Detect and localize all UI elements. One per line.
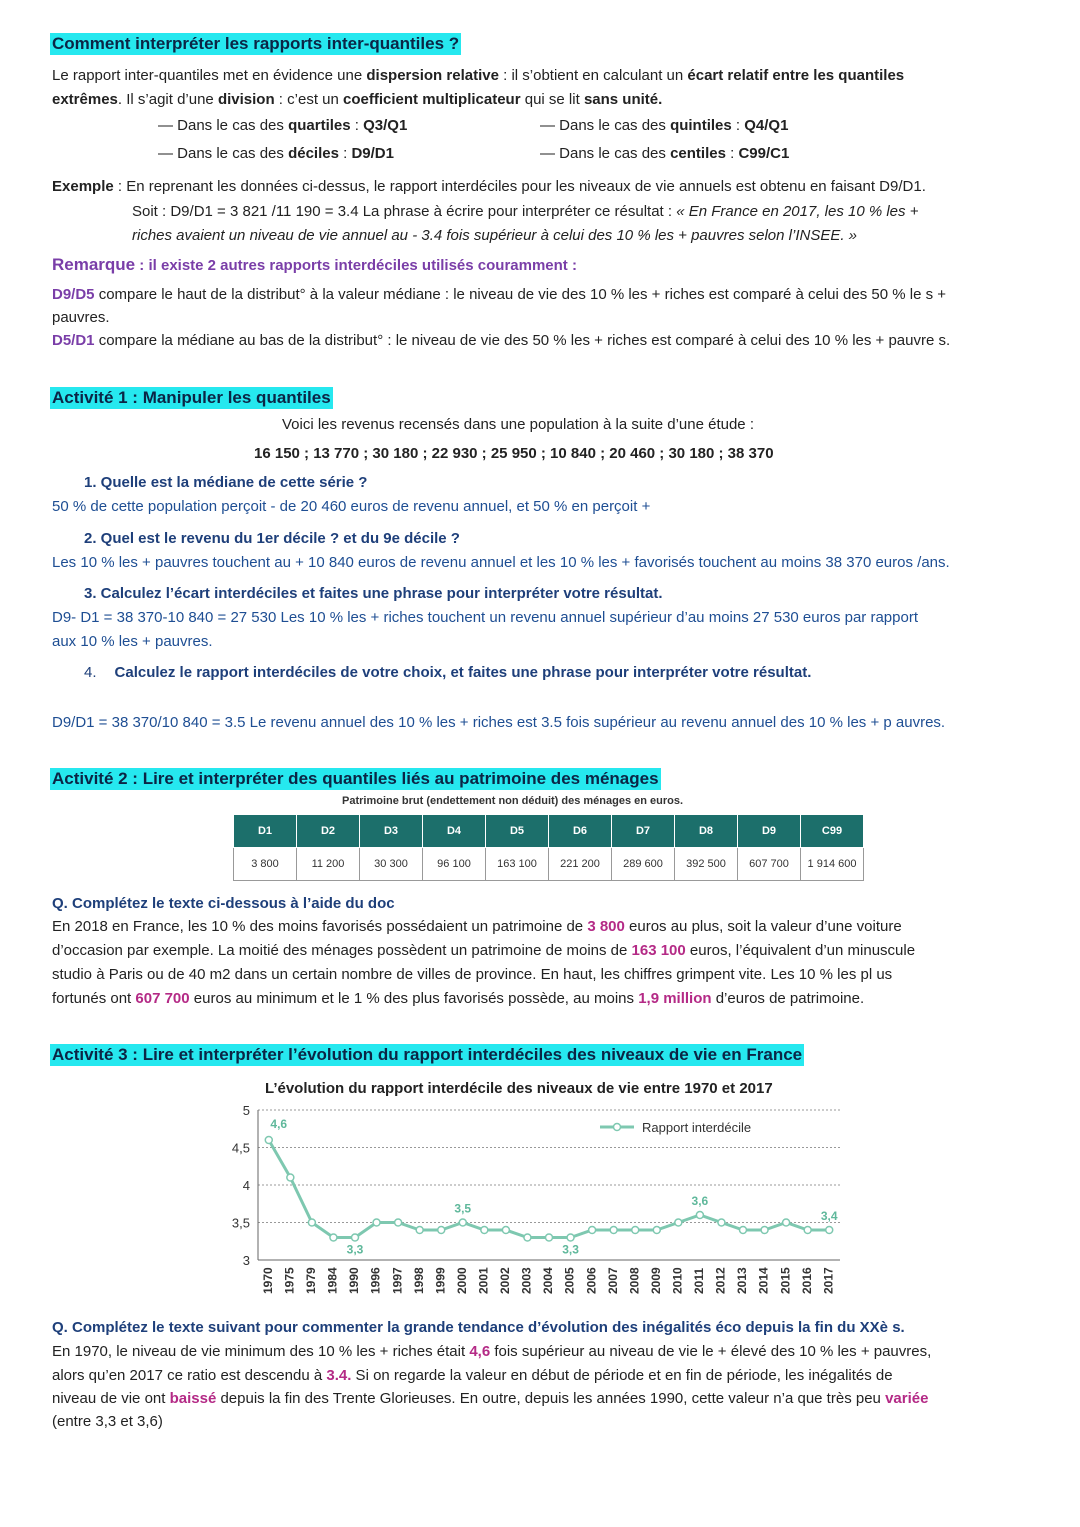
activity3-text-line: alors qu’en 2017 ce ratio est descendu à 3.4. Si on regarde la valeur en début de période et en fin de période, les inégalités de [52, 1367, 893, 1384]
x-tick-label: 1990 [347, 1267, 362, 1294]
x-tick-label: 2013 [735, 1267, 750, 1294]
table-cell: 3 800 [234, 848, 297, 881]
remark-d5d1: D5/D1 compare la médiane au bas de la distribut° : le niveau de vie des 50 % les + riches est comparé à celui des 10 % les + pauvre s. [52, 332, 951, 349]
interdecile-line-chart [210, 1098, 850, 1308]
activity3-question: Q. Complétez le texte suivant pour commenter la grande tendance d’évolution des inégalités éco depuis la fin du XXè s. [52, 1319, 905, 1336]
case-centiles: — Dans le cas des centiles : C99/C1 [540, 145, 790, 162]
data-point [783, 1219, 790, 1226]
case-quintiles: — Dans le cas des quintiles : Q4/Q1 [540, 117, 789, 134]
data-point [481, 1227, 488, 1234]
x-tick-label: 2014 [756, 1267, 771, 1294]
data-point [287, 1174, 294, 1181]
data-point [416, 1227, 423, 1234]
data-point [265, 1137, 272, 1144]
table-cell: 30 300 [360, 848, 423, 881]
activity1-intro: Voici les revenus recensés dans une population à la suite d’une étude : [282, 416, 754, 433]
data-point [804, 1227, 811, 1234]
x-tick-label: 2015 [778, 1267, 793, 1294]
activity2-question: Q. Complétez le texte ci-dessous à l’aide du doc [52, 895, 395, 912]
x-tick-label: 2016 [799, 1267, 814, 1294]
data-point [567, 1234, 574, 1241]
table-header-d5: D5 [486, 815, 549, 848]
data-label: 3,3 [346, 1242, 364, 1257]
x-tick-label: 1970 [260, 1267, 275, 1294]
y-tick-label: 4,5 [231, 1140, 250, 1156]
data-point [610, 1227, 617, 1234]
data-point [352, 1234, 359, 1241]
data-point [632, 1227, 639, 1234]
x-tick-label: 1984 [325, 1267, 340, 1294]
data-point [524, 1234, 531, 1241]
question-3: 3. Calculez l’écart interdéciles et faites une phrase pour interpréter votre résultat. [84, 585, 663, 602]
data-label: 3,6 [691, 1194, 709, 1208]
table-header-d9: D9 [738, 815, 801, 848]
answer-2: Les 10 % les + pauvres touchent au + 10 840 euros de revenu annuel et les 10 % les + favorisés touchent au moins 38 370 euros /ans. [52, 554, 950, 571]
y-tick-label: 3 [242, 1253, 250, 1268]
x-tick-label: 2000 [454, 1267, 469, 1294]
answer-3: D9- D1 = 38 370-10 840 = 27 530 Les 10 % les + riches touchent un revenu annuel supérieur d’au moins 27 530 euros par rapport [52, 609, 918, 626]
table-header-d3: D3 [360, 815, 423, 848]
question-4: 4. Calculez le rapport interdéciles de votre choix, et faites une phrase pour interpréter votre résultat. [84, 664, 812, 681]
activity2-text-line: d’occasion par exemple. La moitié des ménages possèdent un patrimoine de moins de 163 100 euros, l’équivalent d’un minuscule [52, 942, 916, 959]
y-tick-label: 4 [242, 1178, 250, 1193]
case-deciles: — Dans le cas des déciles : D9/D1 [158, 145, 394, 162]
x-tick-label: 2003 [519, 1267, 534, 1294]
section-title-activite-2: Activité 2 : Lire et interpréter des quantiles liés au patrimoine des ménages [52, 769, 659, 788]
data-point [718, 1219, 725, 1226]
table-caption: Patrimoine brut (endettement non déduit) des ménages en euros. [342, 795, 684, 807]
paragraph-line: Le rapport inter-quantiles met en évidence une dispersion relative : il s’obtient en calculant un écart relatif entre les quantiles [52, 67, 905, 84]
x-tick-label: 1996 [368, 1267, 383, 1294]
x-tick-label: 1997 [390, 1267, 405, 1294]
data-point [546, 1234, 553, 1241]
table-header-d2: D2 [297, 815, 360, 848]
x-tick-label: 1979 [304, 1267, 319, 1294]
table-cell: 392 500 [675, 848, 738, 881]
answer-1: 50 % de cette population perçoit - de 20 460 euros de revenu annuel, et 50 % en perçoit + [52, 498, 651, 515]
table-cell: 96 100 [423, 848, 486, 881]
table-header-d8: D8 [675, 815, 738, 848]
question-2: 2. Quel est le revenu du 1er décile ? et du 9e décile ? [84, 530, 460, 547]
x-tick-label: 2009 [648, 1267, 663, 1294]
x-tick-label: 1999 [433, 1267, 448, 1294]
legend-label: Rapport interdécile [642, 1120, 752, 1135]
x-tick-label: 1998 [411, 1267, 426, 1294]
example-line-3: riches avaient un niveau de vie annuel au - 3.4 fois supérieur à celui des 10 % les + pauvres selon l’INSEE. » [132, 227, 858, 244]
example-line-2: Soit : D9/D1 = 3 821 /11 190 = 3.4 La phrase à écrire pour interpréter ce résultat : « En France en 2017, les 10 % les + [132, 203, 919, 220]
table-header-d7: D7 [612, 815, 675, 848]
activity3-text-line: (entre 3,3 et 3,6) [52, 1413, 163, 1430]
data-point [589, 1227, 596, 1234]
activity2-text-line: studio à Paris ou de 40 m2 dans un certain nombre de villes de province. En haut, les chiffres grimpent vite. Les 10 % les pl us [52, 966, 893, 983]
table-header-d4: D4 [423, 815, 486, 848]
x-tick-label: 2001 [476, 1267, 491, 1294]
x-tick-label: 2004 [541, 1267, 556, 1294]
table-cell: 11 200 [297, 848, 360, 881]
paragraph-line: extrêmes. Il s’agit d’une division : c’est un coefficient multiplicateur qui se lit sans unité. [52, 91, 663, 108]
data-point [502, 1227, 509, 1234]
table-cell: 289 600 [612, 848, 675, 881]
data-point [330, 1234, 337, 1241]
table-cell: 163 100 [486, 848, 549, 881]
table-header-d1: D1 [234, 815, 297, 848]
y-tick-label: 5 [242, 1103, 250, 1118]
section-title-interquantiles: Comment interpréter les rapports inter-quantiles ? [52, 34, 460, 53]
activity3-text-line: En 1970, le niveau de vie minimum des 10 % les + riches était 4,6 fois supérieur au niveau de vie le + élevé des 10 % les + pauvres, [52, 1343, 932, 1360]
data-point [761, 1227, 768, 1234]
table-cell: 1 914 600 [801, 848, 864, 881]
case-quartiles: — Dans le cas des quartiles : Q3/Q1 [158, 117, 408, 134]
data-label: 3,5 [454, 1201, 472, 1216]
table-header-c99: C99 [801, 815, 864, 848]
data-point [373, 1219, 380, 1226]
table-header-d6: D6 [549, 815, 612, 848]
remark-heading: Remarque : il existe 2 autres rapports interdéciles utilisés couramment : [52, 255, 577, 274]
x-tick-label: 2010 [670, 1267, 685, 1294]
series-line [269, 1140, 829, 1238]
x-tick-label: 2006 [584, 1267, 599, 1294]
table-cell: 607 700 [738, 848, 801, 881]
activity2-text-line: En 2018 en France, les 10 % des moins favorisés possédaient un patrimoine de 3 800 euros au plus, soit la valeur d’une voiture [52, 918, 902, 935]
question-1: 1. Quelle est la médiane de cette série ? [84, 474, 368, 491]
activity2-text-line: fortunés ont 607 700 euros au minimum et le 1 % des plus favorisés possède, au moins 1,9 million d’euros de patrimoine. [52, 990, 865, 1007]
y-tick-label: 3,5 [231, 1215, 250, 1231]
activity3-text-line: niveau de vie ont baissé depuis la fin des Trente Glorieuses. En outre, depuis les années 1990, cette valeur n’a que très peu variée [52, 1390, 929, 1407]
x-tick-label: 2011 [692, 1267, 707, 1294]
example-line: Exemple : En reprenant les données ci-dessus, le rapport interdéciles pour les niveaux de vie annuels est obtenu en faisant D9/D1. [52, 178, 926, 195]
data-label: 3,4 [820, 1209, 838, 1223]
x-tick-label: 2002 [498, 1267, 513, 1294]
x-tick-label: 2012 [713, 1267, 728, 1294]
answer-4: D9/D1 = 38 370/10 840 = 3.5 Le revenu annuel des 10 % les + riches est 3.5 fois supérieur au revenu annuel des 10 % les + p auvres. [52, 714, 946, 731]
x-tick-label: 2008 [627, 1267, 642, 1294]
income-series: 16 150 ; 13 770 ; 30 180 ; 22 930 ; 25 950 ; 10 840 ; 20 460 ; 30 180 ; 38 370 [254, 445, 774, 462]
remark-d9d5-cont: pauvres. [52, 309, 110, 326]
table-header-row [234, 815, 864, 848]
data-point [740, 1227, 747, 1234]
data-point [675, 1219, 682, 1226]
data-point [653, 1227, 660, 1234]
table-cell: 221 200 [549, 848, 612, 881]
x-tick-label: 1975 [282, 1267, 297, 1294]
section-title-activite-3: Activité 3 : Lire et interpréter l’évolution du rapport interdéciles des niveaux de vie en France [52, 1045, 803, 1064]
x-tick-label: 2017 [821, 1267, 836, 1294]
data-label: 3,3 [562, 1242, 579, 1257]
data-label: 4,6 [270, 1117, 288, 1131]
section-title-activite-1: Activité 1 : Manipuler les quantiles [52, 388, 331, 407]
data-point [395, 1219, 402, 1226]
x-tick-label: 2005 [562, 1267, 577, 1294]
data-point [696, 1212, 703, 1219]
remark-d9d5: D9/D5 compare le haut de la distribut° à la valeur médiane : le niveau de vie des 10 % les + riches est comparé à celui des 50 % le s + [52, 286, 947, 303]
data-point [826, 1227, 833, 1234]
table-row [234, 848, 864, 881]
x-tick-label: 2007 [605, 1267, 620, 1294]
legend-swatch-marker [614, 1124, 621, 1131]
answer-3-cont: aux 10 % les + pauvres. [52, 633, 213, 650]
chart-title: L’évolution du rapport interdécile des niveaux de vie entre 1970 et 2017 [265, 1080, 773, 1097]
data-point [459, 1219, 466, 1226]
data-point [438, 1227, 445, 1234]
data-point [308, 1219, 315, 1226]
patrimoine-table [233, 814, 864, 881]
